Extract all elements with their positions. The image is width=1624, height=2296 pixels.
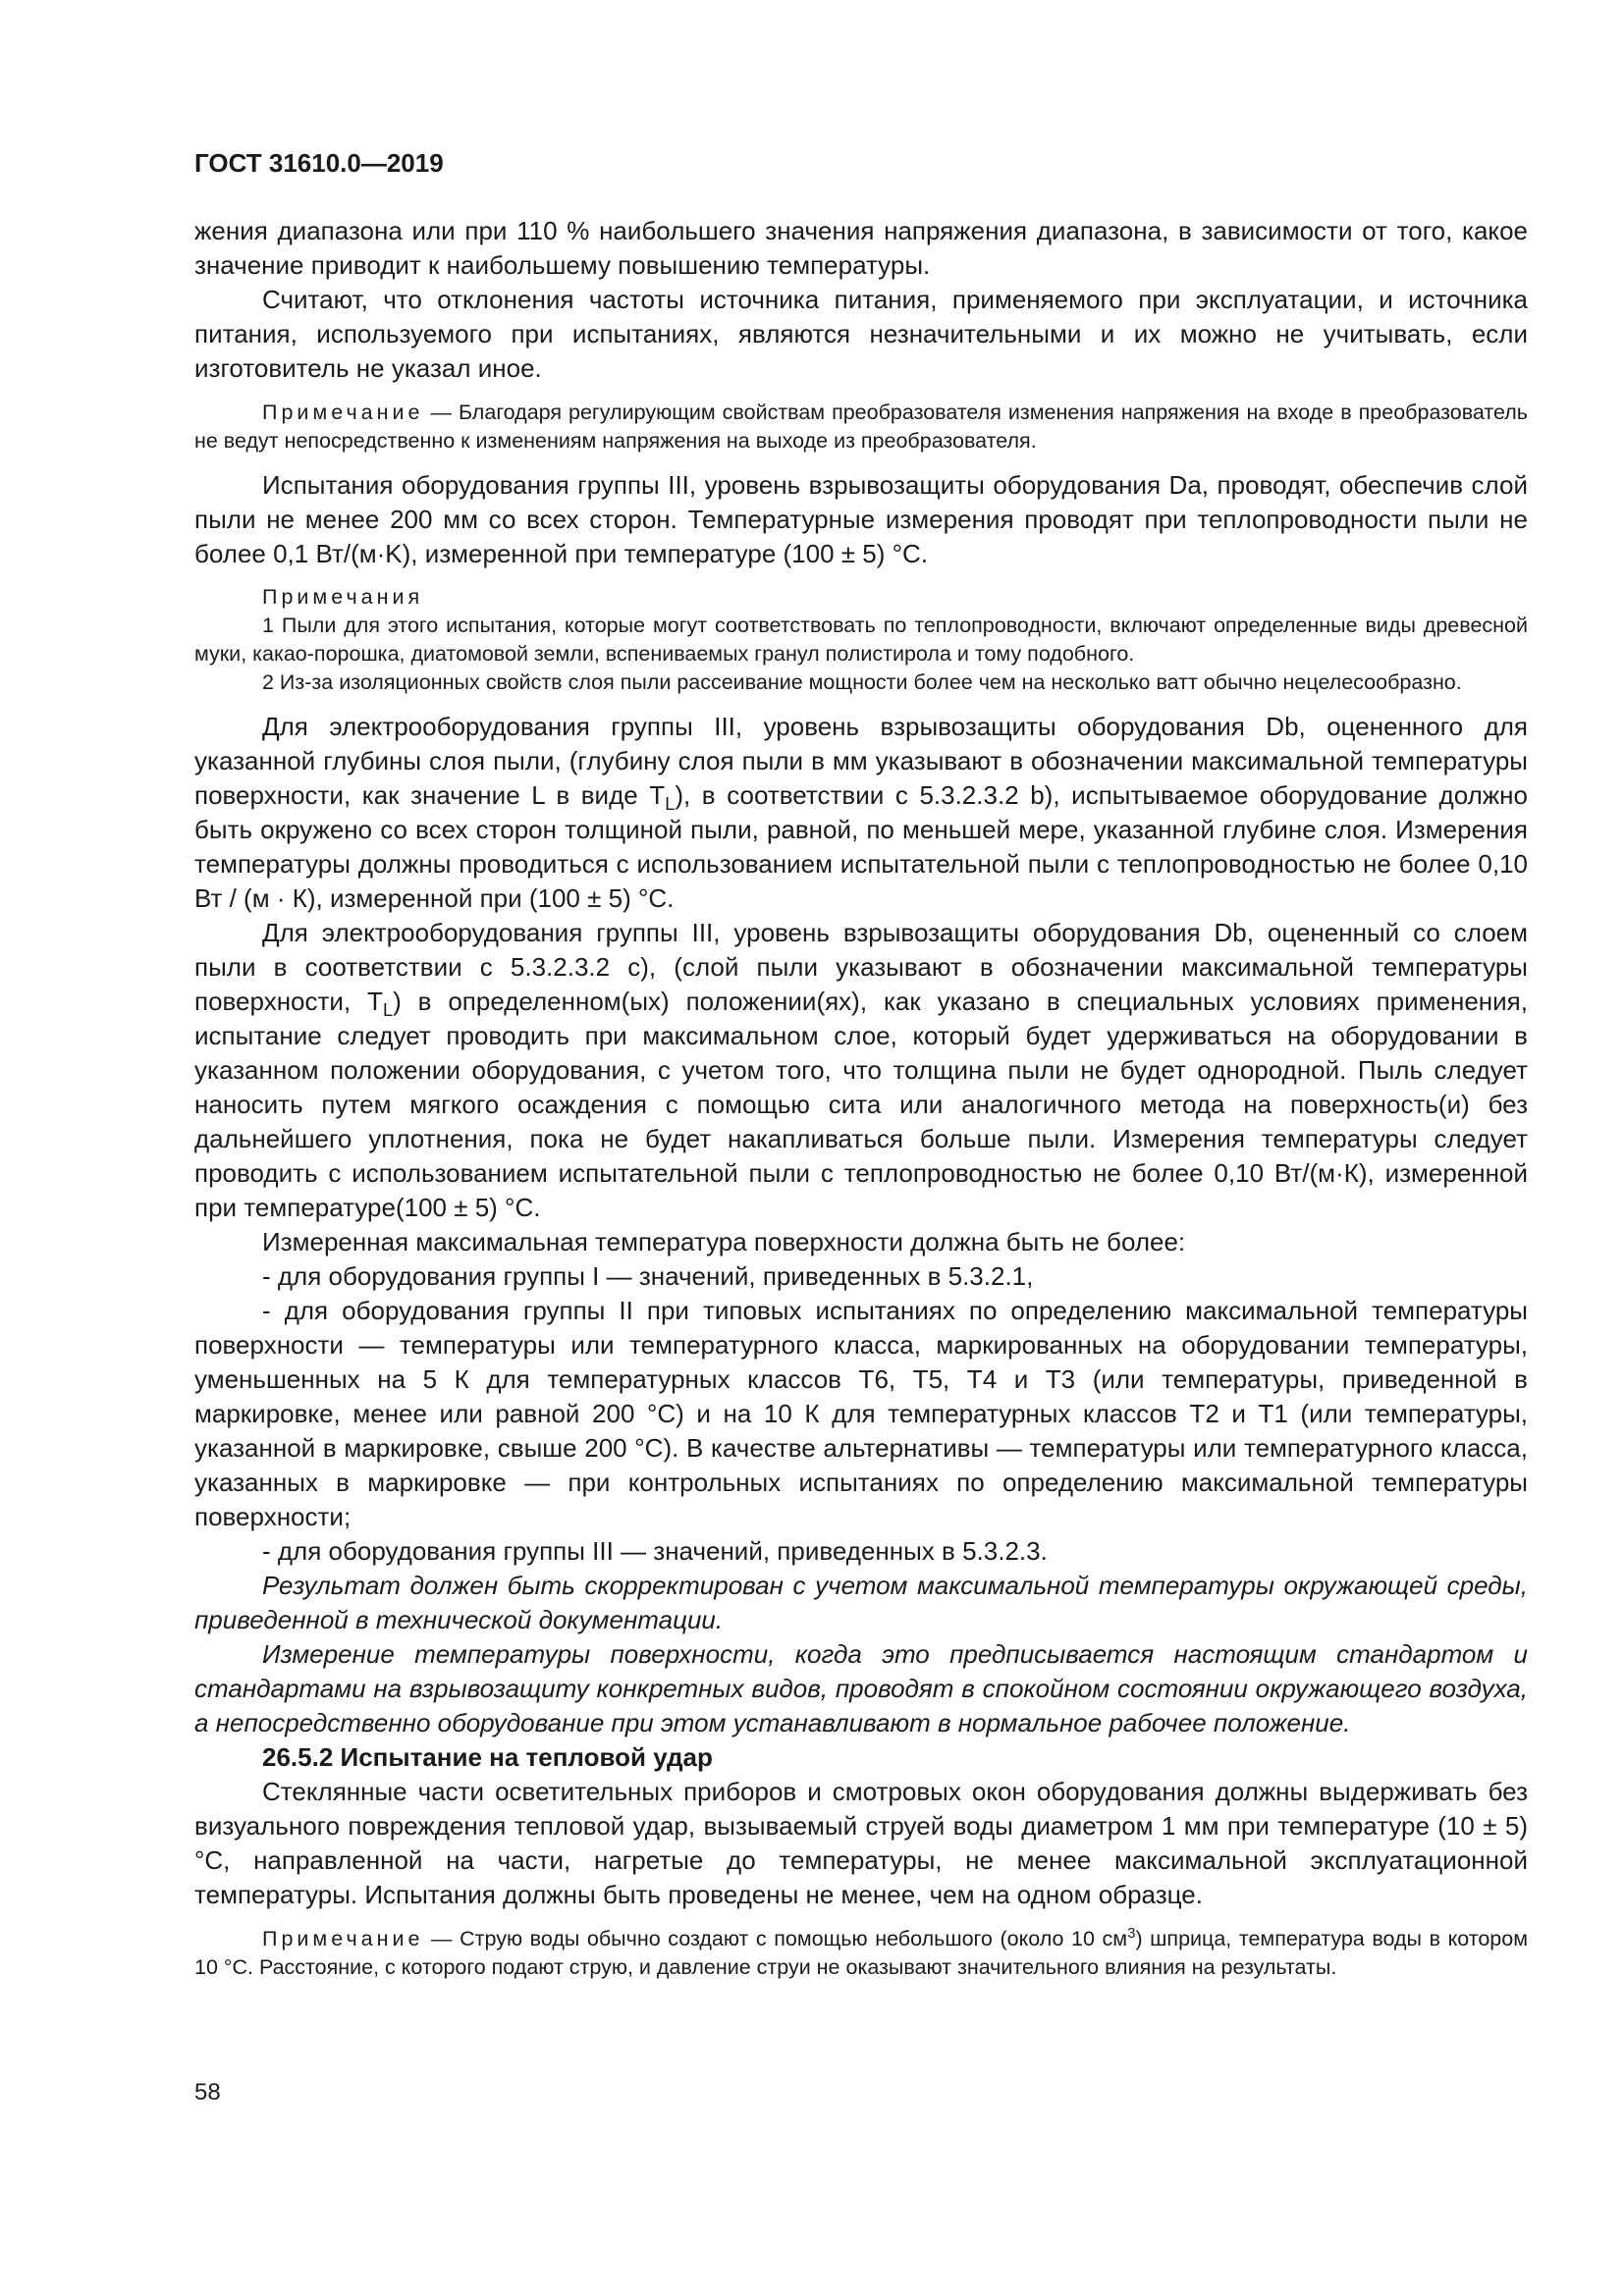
paragraph-continuation: жения диапазона или при 110 % наибольшего значения напряжения диапазона, в зависимости от того, какое значение приводит к наибольшему повышению температуры. <box>194 216 1528 280</box>
subscript-l: L <box>382 1000 394 1021</box>
page-number: 58 <box>194 2079 221 2106</box>
notes-heading: Примечания <box>262 585 424 609</box>
paragraph-group-iii-db-layer <box>194 916 1528 1225</box>
subscript-l: L <box>665 794 676 815</box>
text-run: ), в соответствии с 5.3.2.3.2 b), испытываемое оборудование должно быть окружено со всех сторон толщиной пыли, равной, по меньшей мере, указанной глубине слоя. Измерения температуры должны проводиться с использованием испытательной пыли с теплопроводностью не более 0,10 Вт / (м · К), измеренной при (100 ± 5) °С. <box>194 780 1528 913</box>
note-converter <box>194 399 1528 455</box>
list-item-group-i: - для оборудования группы I — значений, приведенных в 5.3.2.1, <box>262 1261 1034 1291</box>
paragraph-frequency-deviation: Считают, что отклонения частоты источника питания, применяемого при эксплуатации, и источника питания, используемого при испытаниях, являются незначительными и их можно не учитывать, если изготовитель не указал иное. <box>194 285 1528 383</box>
document-page <box>194 147 1528 1995</box>
paragraph-group-iii-da: Испытания оборудования группы III, уровень взрывозащиты оборудования Da, проводят, обеспечив слой пыли не менее 200 мм со всех сторон. Температурные измерения проводят при теплопроводности пыли не более 0,1 Вт/(м·K), измеренной при температуре (100 ± 5) °C. <box>194 470 1528 568</box>
section-title-thermal-shock: 26.5.2 Испытание на тепловой удар <box>262 1742 713 1772</box>
list-item-group-iii: - для оборудования группы III — значений, приведенных в 5.3.2.3. <box>262 1536 1048 1566</box>
note-water-jet <box>194 1925 1528 1982</box>
paragraph-max-temperature: Измеренная максимальная температура поверхности должна быть не более: <box>262 1227 1186 1256</box>
text-run: Для электрооборудования группы III, уровень взрывозащиты оборудования Db, оцененный со слоем пыли в соответствии с 5.3.2.3.2 c), (слой пыли указывают в обозначении максимальной температуры поверхности, T <box>194 918 1528 1016</box>
superscript-3: 3 <box>1127 1924 1136 1942</box>
paragraph-italic-correction: Результат должен быть скорректирован с учетом максимальной температуры окружающей среды, приведенной в технической документации. <box>194 1571 1528 1634</box>
note-item-1: 1 Пыли для этого испытания, которые могут соответствовать по теплопроводности, включают определенные виды древесной муки, какао-порошка, диатомовой земли, вспениваемых гранул полистирола и тому подобного. <box>194 614 1528 666</box>
text-run: ) в определенном(ых) положении(ях), как указано в специальных условиях применения, испытание следует проводить при максимальном слое, который будет удерживаться на оборудовании в указанном положении оборудования, с учетом того, что толщина пыли не будет однородной. Пыль следует наносить путем мягкого осаждения с помощью сита или аналогичного метода на поверхность(и) без дальнейшего уплотнения, пока не будет накапливаться больше пыли. Измерения температуры следует проводить с использованием испытательной пыли с теплопроводностью не более 0,10 Вт/(м·К), измеренной при температуре(100 ± 5) °С. <box>194 987 1528 1222</box>
paragraph-group-iii-db-depth <box>194 710 1528 916</box>
paragraph-thermal-shock: Стеклянные части осветительных приборов и смотровых окон оборудования должны выдерживать без визуального повреждения тепловой удар, вызываемый струей воды диаметром 1 мм при температуре (10 ± 5) °С, направленной на части, нагретые до температуры, не менее максимальной эксплуатационной температуры. Испытания должны быть проведены не менее, чем на одном образце. <box>194 1777 1528 1909</box>
text-run: — Струю воды обычно создают с помощью небольшого (около 10 см <box>423 1927 1128 1950</box>
note-label: Примечание <box>262 1927 424 1950</box>
paragraph-italic-measurement: Измерение температуры поверхности, когда это предписывается настоящим стандартом и стандартами на взрывозащиту конкретных видов, проводят в спокойном состоянии окружающего воздуха, а непосредственно оборудование при этом устанавливают в нормальное рабочее положение. <box>194 1639 1528 1737</box>
text-run: ) шприца, температура воды в котором 10 °С. Расстояние, с которого подают струю, и давление струи не оказывают значительного влияния на результаты. <box>194 1927 1528 1979</box>
note-label: Примечание <box>262 400 424 424</box>
list-item-group-ii: - для оборудования группы II при типовых испытаниях по определению максимальной температуры поверхности — температуры или температурного класса, маркированных на оборудовании температуры, уменьшенных на 5 К для температурных классов Т6, Т5, Т4 и Т3 (или температуры, приведенной в маркировке, менее или равной 200 °С) и на 10 К для температурных классов Т2 и Т1 (или температуры, указанной в маркировке, свыше 200 °С). В качестве альтернативы — температуры или температурного класса, указанных в маркировке — при контрольных испытаниях по определению максимальной температуры поверхности; <box>194 1296 1528 1531</box>
document-id-header: ГОСТ 31610.0—2019 <box>194 148 444 178</box>
note-item-2: 2 Из-за изоляционных свойств слоя пыли рассеивание мощности более чем на несколько ватт обычно нецелесообразно. <box>262 670 1462 694</box>
note-text: — Благодаря регулирующим свойствам преобразователя изменения напряжения на входе в преобразователь не ведут непосредственно к изменениям напряжения на выходе из преобразователя. <box>194 400 1528 453</box>
text-run: Для электрооборудования группы III, уровень взрывозащиты оборудования Db, оцененного для указанной глубины слоя пыли, (глубину слоя пыли в мм указывают в обозначении максимальной температуры поверхности, как значение L в виде T <box>194 712 1528 810</box>
